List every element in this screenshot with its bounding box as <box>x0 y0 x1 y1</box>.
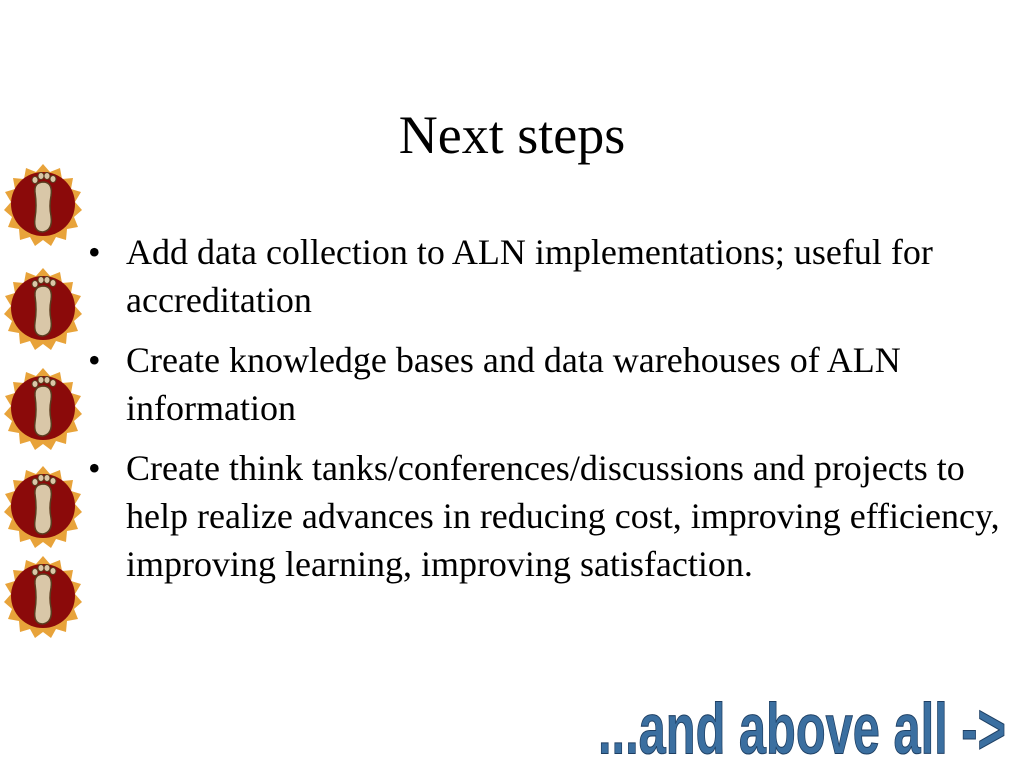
footprint-icon <box>2 266 84 350</box>
bullet-dot: • <box>88 448 101 488</box>
slide-title: Next steps <box>398 105 626 165</box>
bullet-item <box>86 228 1006 324</box>
footprint-icon <box>2 554 84 638</box>
footprint-column <box>0 160 90 650</box>
tagline-text: ...and above all -> <box>598 688 1006 768</box>
bullet-list <box>86 228 1006 600</box>
bullet-text: Create think tanks/conferences/discussions and projects to help realize advances in reducing cost, improving efficiency, improving learning, improving satisfaction. <box>126 448 1000 584</box>
bullet-item <box>86 336 1006 432</box>
bullet-text: Add data collection to ALN implementations; useful for accreditation <box>126 232 933 320</box>
tagline-wordart <box>592 684 1012 768</box>
bullet-dot: • <box>88 232 101 272</box>
footprint-icon <box>2 464 84 548</box>
bullet-dot: • <box>88 340 101 380</box>
bullet-text: Create knowledge bases and data warehouses of ALN information <box>126 340 901 428</box>
footprint-icon <box>2 162 84 246</box>
bullet-item <box>86 444 1006 588</box>
footprint-icon <box>2 366 84 450</box>
